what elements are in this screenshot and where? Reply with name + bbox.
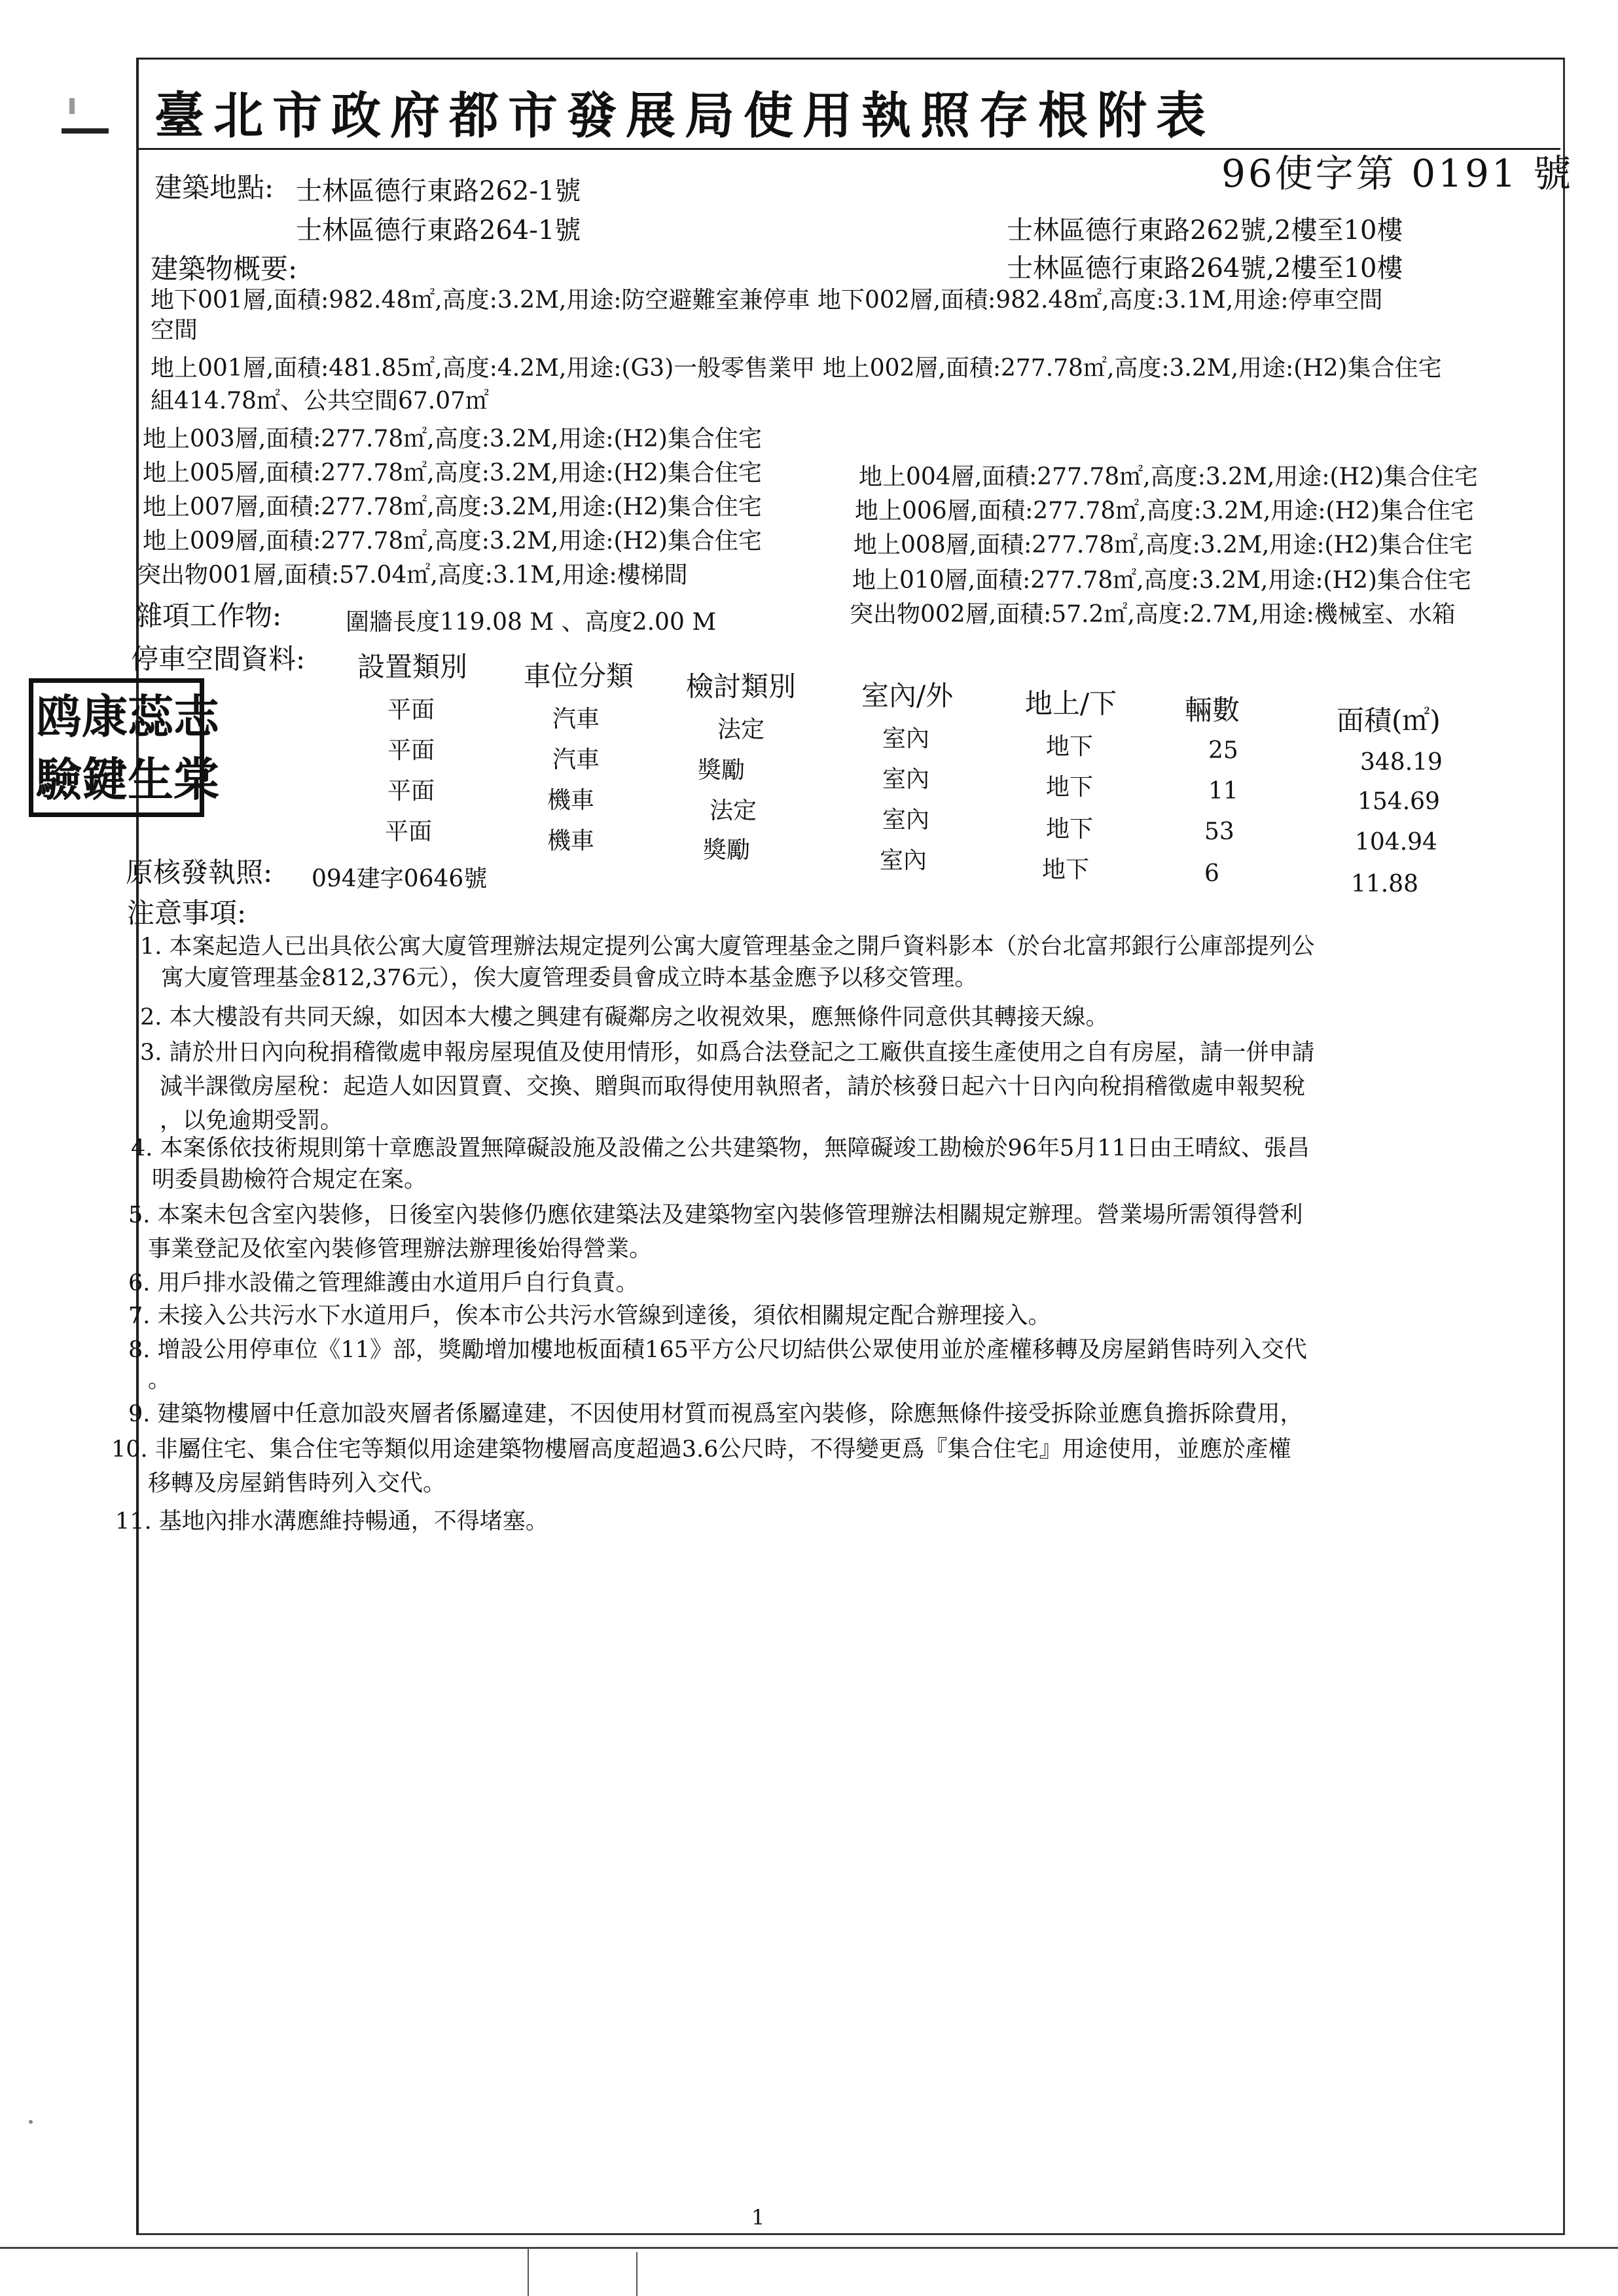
parking-header: 室內/外 (861, 680, 954, 712)
seal-char: 驗 (36, 753, 82, 807)
original-license-label: 原核發執照: (126, 856, 273, 888)
seal-char: 蕊 (128, 690, 173, 744)
parking-cell: 機車 (547, 828, 595, 854)
overview-line: 空間 (151, 317, 198, 344)
official-seal-stamp (29, 678, 219, 817)
parking-cell: 獎勵 (703, 837, 751, 864)
parking-cell: 53 (1204, 818, 1234, 845)
margin-mark (62, 128, 109, 134)
parking-cell: 104.94 (1355, 829, 1437, 856)
margin-mark-small (69, 98, 75, 114)
bottom-fold-line (0, 2247, 1618, 2249)
floor-right: 地上010層,面積:277.78㎡,高度:3.2M,用途:(H2)集合住宅 (852, 567, 1471, 594)
parking-cell: 機車 (547, 787, 595, 814)
parking-header: 檢討類別 (686, 670, 797, 702)
overview-line: 組414.78㎡、公共空間67.07㎡ (151, 388, 490, 414)
note-line: 10. 非屬住宅、集合住宅等類似用途建築物樓層高度超過3.6公尺時，不得變更爲『集合住宅』用途使用，並應於產權 (111, 1436, 1291, 1463)
parking-cell: 348.19 (1360, 749, 1443, 776)
note-line: 5. 本案未包含室內裝修，日後室內裝修仍應依建築法及建築物室內裝修管理辦法相關規定辦理。營業場所需領得營利 (128, 1202, 1303, 1228)
parking-cell: 154.69 (1357, 788, 1440, 815)
note-line: 6. 用戶排水設備之管理維護由水道用戶自行負責。 (128, 1270, 639, 1296)
parking-cell: 室內 (882, 807, 930, 833)
parking-cell: 室內 (882, 766, 930, 793)
location-right-line: 士林區德行東路262號,2樓至10樓 (1007, 215, 1403, 246)
seal-char: 鸥 (36, 690, 82, 744)
parking-header: 車位分類 (524, 660, 634, 692)
location-line: 士林區德行東路264-1號 (296, 215, 581, 246)
parking-cell: 25 (1208, 737, 1238, 764)
note-line: 事業登記及依室內裝修管理辦法辦理後始得營業。 (148, 1236, 653, 1262)
parking-header: 輛數 (1185, 694, 1240, 726)
bottom-fold-tick (636, 2252, 638, 2296)
parking-cell: 獎勵 (698, 757, 746, 784)
bottom-fold-tick (528, 2247, 529, 2296)
parking-cell: 平面 (387, 697, 435, 723)
parking-cell: 法定 (710, 797, 757, 824)
page-number: 1 (751, 2205, 765, 2230)
note-line: 1. 本案起造人已出具依公寓大廈管理辦法規定提列公寓大廈管理基金之開戶資料影本（於台北富邦銀行公庫部提列公 (140, 934, 1315, 960)
note-line: 。 (148, 1367, 171, 1393)
floor-left: 地上003層,面積:277.78㎡,高度:3.2M,用途:(H2)集合住宅 (143, 426, 762, 452)
parking-cell: 法定 (717, 716, 765, 743)
note-line: 明委員勘檢符合規定在案。 (152, 1167, 427, 1193)
note-line: 4. 本案係依技術規則第十章應設置無障礙設施及設備之公共建築物，無障礙竣工勘檢於96年5月11日由王晴紋、張昌 (131, 1135, 1310, 1161)
note-line: 9. 建築物樓層中任意加設夾層者係屬違建，不因使用材質而視爲室內裝修，除應無條件接受拆除並應負擔拆除費用， (128, 1401, 1303, 1427)
location-line: 士林區德行東路262-1號 (296, 176, 581, 206)
parking-cell: 室內 (880, 847, 927, 874)
parking-cell: 地下 (1046, 816, 1094, 843)
note-line: 7. 未接入公共污水下水道用戶，俟本市公共污水管線到達後，須依相關規定配合辦理接入。 (128, 1303, 1051, 1329)
original-license-value: 094建字0646號 (312, 866, 488, 892)
floor-right: 地上004層,面積:277.78㎡,高度:3.2M,用途:(H2)集合住宅 (859, 464, 1478, 490)
parking-cell: 地下 (1046, 733, 1094, 760)
floor-left: 突出物001層,面積:57.04㎡,高度:3.1M,用途:樓梯間 (137, 562, 688, 589)
floor-left: 地上005層,面積:277.78㎡,高度:3.2M,用途:(H2)集合住宅 (143, 460, 762, 486)
parking-label: 停車空間資料: (131, 643, 306, 675)
notes-label: 注意事項: (127, 897, 247, 929)
parking-cell: 汽車 (552, 746, 600, 773)
document-title: 臺北市政府都市發展局使用執照存根附表 (154, 86, 1215, 145)
seal-char: 生 (128, 753, 173, 807)
note-line: 3. 請於卅日內向稅捐稽徵處申報房屋現值及使用情形，如爲合法登記之工廠供直接生產使用之自有房屋，請一併申請 (140, 1040, 1315, 1066)
parking-cell: 地下 (1042, 856, 1090, 883)
note-line: 減半課徵房屋稅：起造人如因買賣、交換、贈與而取得使用執照者，請於核發日起六十日內向稅捐稽徵處申報契稅 (160, 1074, 1306, 1100)
parking-cell: 平面 (385, 818, 433, 845)
misc-works-value: 圍牆長度119.08 M 、高度2.00 M (346, 609, 717, 636)
floor-right: 地上006層,面積:277.78㎡,高度:3.2M,用途:(H2)集合住宅 (855, 498, 1474, 524)
note-line: 寓大廈管理基金812,376元），俟大廈管理委員會成立時本基金應予以移交管理。 (161, 965, 978, 991)
floor-right: 地上008層,面積:277.78㎡,高度:3.2M,用途:(H2)集合住宅 (854, 532, 1473, 558)
location-label: 建築地點: (154, 172, 274, 204)
note-line: 8. 增設公用停車位《11》部，獎勵增加樓地板面積165平方公尺切結供公眾使用並於產權移轉及房屋銷售時列入交代 (128, 1337, 1307, 1363)
floor-left: 地上009層,面積:277.78㎡,高度:3.2M,用途:(H2)集合住宅 (143, 528, 762, 555)
parking-cell: 6 (1204, 860, 1219, 887)
seal-char: 棠 (173, 753, 219, 807)
seal-char: 康 (82, 690, 128, 744)
parking-cell: 11 (1208, 778, 1238, 805)
parking-cell: 室內 (882, 725, 930, 752)
parking-header: 地上/下 (1025, 687, 1117, 720)
note-line: 11. 基地內排水溝應維持暢通，不得堵塞。 (115, 1508, 548, 1535)
seal-char: 鍵 (82, 753, 128, 807)
floor-right: 突出物002層,面積:57.2㎡,高度:2.7M,用途:機械室、水箱 (850, 601, 1456, 628)
misc-works-label: 雜項工作物: (135, 600, 282, 632)
floor-left: 地上007層,面積:277.78㎡,高度:3.2M,用途:(H2)集合住宅 (143, 494, 762, 520)
note-line: 2. 本大樓設有共同天線，如因本大樓之興建有礙鄰房之收視效果，應無條件同意供其轉接天線。 (140, 1004, 1109, 1030)
location-right-line: 士林區德行東路264號,2樓至10樓 (1007, 253, 1403, 283)
note-line: ，以免逾期受罰。 (160, 1108, 344, 1134)
parking-cell: 地下 (1046, 774, 1094, 801)
permit-number: 96使字第 0191 號 (1221, 151, 1574, 196)
overview-line: 地上001層,面積:481.85㎡,高度:4.2M,用途:(G3)一般零售業甲 地上002層,面積:277.78㎡,高度:3.2M,用途:(H2)集合住宅 (151, 355, 1442, 382)
overview-label: 建築物概要: (151, 253, 298, 285)
parking-cell: 汽車 (552, 706, 600, 733)
parking-header: 設置類別 (357, 651, 468, 683)
parking-cell: 平面 (387, 778, 435, 805)
scan-speck (29, 2120, 33, 2124)
overview-line: 地下001層,面積:982.48㎡,高度:3.2M,用途:防空避難室兼停車 地下002層,面積:982.48㎡,高度:3.1M,用途:停車空間 (151, 287, 1383, 314)
parking-header: 面積(㎡) (1337, 704, 1441, 737)
note-line: 移轉及房屋銷售時列入交代。 (148, 1470, 446, 1497)
parking-cell: 平面 (387, 737, 435, 764)
parking-cell: 11.88 (1351, 871, 1419, 898)
seal-char: 志 (173, 690, 219, 744)
